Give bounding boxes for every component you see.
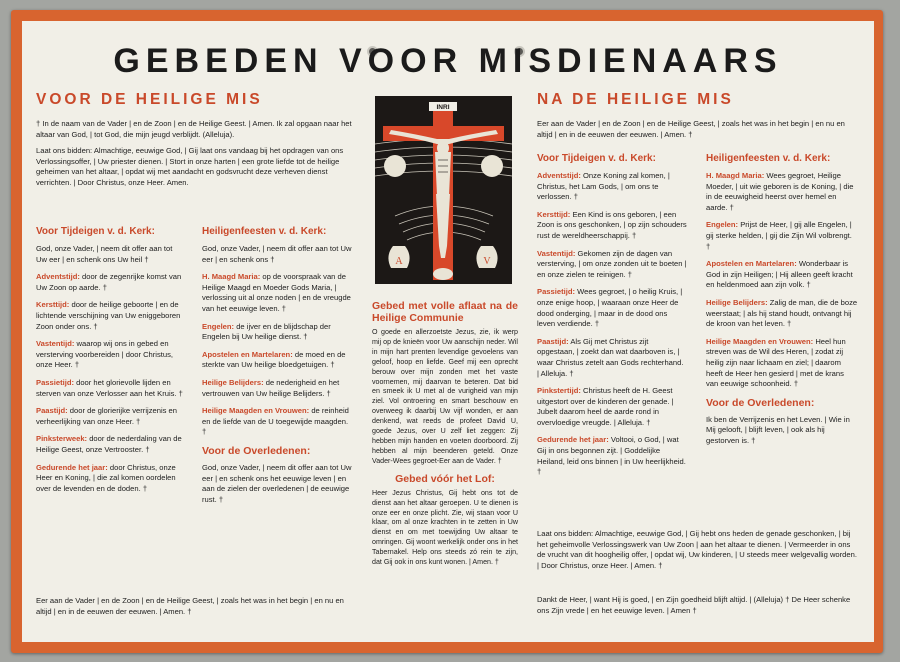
prayer-item <box>202 378 352 399</box>
prayer-item-text: de moed en de sterkte van Uw heilige bloedgetuigen. † <box>202 349 346 370</box>
right-intro: Eer aan de Vader | en de Zoon | en de Heilige Geest, | zoals het was in het begin | en nu en altijd | en in de eeuwen der eeuwen. | Amen. † <box>537 119 845 139</box>
prayer-item-text: door de nederdaling van de Heilige Geest, onze Vertrooster. † <box>36 434 182 454</box>
left-prayer: Laat ons bidden: Almachtige, eeuwige God, | Gij laat ons vandaag bij het opdragen van ons Verlossingsoffer, | Uw priester dienen. | Stort in onze harten | een grote liefde tot de heilige geheimen van het altaar, | opdat wij met aandacht en godsvrucht deze verheven dienst verrichten. | Door Christus, onze Heer. Amen. <box>36 146 344 187</box>
prayer-item-text: Zalig de man, die de boze weerstaat; | als hij stand houdt, ontvangt hij de kroon van het leven. † <box>706 297 858 329</box>
prayer-item <box>537 435 687 477</box>
prayer-item-text: de nederigheid en het vertrouwen van Uw heilige Belijders. † <box>202 377 340 398</box>
prayer-item-text: de ijver en de blijdschap der Engelen bij Uw heilige dienst. † <box>202 321 331 342</box>
prayer-item-label: Vastentijd: <box>36 339 75 349</box>
prayer-item <box>706 298 858 330</box>
page-title: GEBEDEN VOOR MISDIENAARS <box>113 42 783 80</box>
left-heiligen-list <box>202 244 352 438</box>
sun-icon <box>384 155 406 177</box>
prayer-item <box>706 171 858 213</box>
prayer-item-label: Paastijd: <box>537 336 569 346</box>
prayer-item-text: door Christus, onze Heer en Koning, | die zal komen oordelen over de levenden en de doden. † <box>36 462 176 493</box>
prayer-item-text: God, onze Vader, | neem dit offer aan tot Uw eer | en schenk ons Uw heil † <box>36 244 173 264</box>
prayer-item-label: Adventstijd: <box>537 171 581 180</box>
prayer-item-label: Vastentijd: <box>537 248 576 258</box>
lof-text: Heer Jezus Christus, Gij hebt ons tot de dienst aan het altaar geroepen. U te dienen is onze eer en onze plicht. Zie, wij staan voor U klaar, om al onze krachten in te zetten in Uw dienst en om met toewijding Uw altaar te omringen. Gij woont werkelijk onder ons in het Tabernakel. Help ons steeds zó rein te zijn, dat Gij ook in ons kunt wonen. | Amen. † <box>372 488 518 567</box>
moon-icon <box>481 155 503 177</box>
left-tijdeigen-heading: Voor Tijdeigen v. d. Kerk: <box>36 226 155 237</box>
left-overledenen-heading: Voor de Overledenen: <box>202 444 311 457</box>
right-overledenen-text: Ik ben de Verrijzenis en het Leven. | Wie in Mij gelooft, | blijft leven, | ook als hij gestorven is. † <box>706 414 850 445</box>
right-heiligen-column <box>706 151 858 446</box>
right-section-heading: NA DE HEILIGE MIS <box>537 91 734 108</box>
prayer-item-label: Apostelen en Martelaren: <box>706 259 797 269</box>
right-heiligen-heading: Heiligenfeesten v. d. Kerk: <box>706 153 831 164</box>
prayer-item <box>202 406 352 438</box>
right-tijdeigen-column <box>537 151 687 485</box>
prayer-item <box>706 259 858 291</box>
prayer-item <box>36 463 184 495</box>
prayer-item-label: Paastijd: <box>36 406 68 416</box>
alpha-letter: A <box>395 256 403 267</box>
prayer-item-text: God, onze Vader, | neem dit offer aan tot Uw eer | en schenk ons † <box>202 244 352 264</box>
prayer-item <box>202 350 352 371</box>
prayer-item <box>537 287 687 329</box>
prayer-item-label: Heilige Maagden en Vrouwen: <box>706 336 814 346</box>
prayer-item-text: door de glorierijke verrijzenis en verheerlijking van onze Heer. † <box>36 406 177 426</box>
prayer-item <box>36 434 184 455</box>
prayer-item <box>537 249 687 281</box>
prayer-item-text: Wees gegroet, Heilige Moeder, | uit wie geboren is de Koning, | die in de eeuwigheid heerst over hemel en aarde. † <box>706 171 854 212</box>
lof-heading: Gebed vóór het Lof: <box>395 472 495 485</box>
prayer-item <box>36 244 184 265</box>
crucifix-illustration <box>375 96 512 284</box>
prayer-item-text: Prijst de Heer, | gij alle Engelen, | gij sterke helden, | gij die Zijn Wil volbrengt. † <box>706 220 852 251</box>
left-tijdeigen-column <box>36 224 184 501</box>
left-closing: Eer aan de Vader | en de Zoon | en de Heilige Geest, | zoals het was in het begin | en nu en altijd | en in de eeuwen der eeuwen. | Amen. † <box>36 596 344 616</box>
right-tijdeigen-list <box>537 171 687 478</box>
prayer-item <box>537 337 687 379</box>
prayer-item <box>36 272 184 293</box>
prayer-item-label: Passietijd: <box>537 287 575 297</box>
left-overledenen-text: God, onze Vader, | neem dit offer aan tot Uw eer | en schenk ons het eeuwige leven | en aan de zielen der overledenen | de eeuwige rust. † <box>202 462 352 504</box>
prayer-item-text: door de zegenrijke komst van Uw Zoon op aarde. † <box>36 272 182 292</box>
right-closing: Dankt de Heer, | want Hij is goed, | en Zijn goedheid blijft altijd. | (Alleluja) † De Heer schenke ons Zijn vrede | en het eeuwige leven. | Amen † <box>537 595 851 615</box>
aflaat-heading: Gebed met volle aflaat na de Heilige Communie <box>372 300 518 324</box>
prayer-item-label: Heilige Maagden en Vrouwen: <box>202 406 310 416</box>
prayer-item-label: Gedurende het jaar: <box>36 462 108 472</box>
left-intro: † In de naam van de Vader | en de Zoon | en de Heilige Geest. | Amen. Ik zal opgaan naar het altaar van God, | tot God, die mijn jeugd verblijdt. (Alleluja). <box>36 119 352 139</box>
prayer-item-label: Kersttijd: <box>537 209 571 219</box>
prayer-item-text: op de voorspraak van de Heilige Maagd en Moeder Gods Maria, | verlossing uit al onze noden | en de vreugde van het eeuwige leven. † <box>202 272 351 313</box>
prayer-item-label: Apostelen en Martelaren: <box>202 349 293 359</box>
middle-column <box>372 298 518 574</box>
prayer-item-text: Wonderbaar is God in zijn Heiligen; | Hij alleen geeft kracht en heldenmoed aan zijn volk. † <box>706 259 853 290</box>
prayer-item <box>706 220 858 252</box>
left-section-heading: VOOR DE HEILIGE MIS <box>36 91 263 108</box>
prayer-item <box>706 337 858 390</box>
prayer-item-label: Pinksterweek: <box>36 434 88 444</box>
prayer-item-label: Pinkstertijd: <box>537 386 581 396</box>
aflaat-text: O goede en allerzoetste Jezus, zie, ik werp mij op de knieën voor Uw aanschijn neder. Wil in mijn hart prenten levendige gevoelens van geloof, hoop en liefde. Geef mij een oprecht berouw over mijn zonden met het vaste voornemen, mij daarvan te beteren. Dat bid en smeek ik U met al de vurigheid van mijn ziel. Vol ontroering en smart beschouw en overweeg ik daarbij Uw vijf wonden, er aan denkend, wat reeds de profeet David U, goede Jezus, over U zelf liet zeggen: Zij hebben mijn handen en voeten doorboord. Zij hebben al mijn beenderen geteld. Onze Vader-Wees gegroet-Eer aan de Vader. † <box>372 328 518 465</box>
prayer-item-text: de reinheid en de liefde van de U toegewijde maagden. † <box>202 406 349 437</box>
prayer-item-text: door het glorievolle lijden en sterven van onze Verlosser aan het Kruis. † <box>36 377 183 398</box>
prayer-item-text: Voltooi, o God, | wat Gij in ons begonnen zijt. | Goddelijke Heiland, leid ons binnen | in Uw heerlijkheid. † <box>537 435 686 477</box>
prayer-item-label: Gedurende het jaar: <box>537 435 609 445</box>
prayer-item-label: Passietijd: <box>36 377 74 387</box>
prayer-item-text: Als Gij met Christus zijt opgestaan, | zoekt dan wat daarboven is, | waar Christus zetelt aan Gods rechterhand. | Alleluja. † <box>537 336 684 378</box>
prayer-item-label: H. Maagd Maria: <box>706 171 765 180</box>
prayer-item-label: Engelen: <box>202 321 235 331</box>
prayer-item <box>202 244 352 265</box>
right-overledenen-heading: Voor de Overledenen: <box>706 396 815 409</box>
prayer-item <box>537 210 687 242</box>
prayer-item-text: Een Kind is ons geboren, | een Zoon is ons geschonken, | op zijn schouders rust de wereldheerschappij. † <box>537 209 687 240</box>
inri-label: INRI <box>436 104 450 111</box>
prayer-item-text: waarop wij ons in gebed en versterving voorbereiden | door Christus, onze Heer. † <box>36 339 174 370</box>
prayer-item-text: Heel hun streven was de Wil des Heren, | zodat zij heilig zijn naar lichaam en ziel; | daarom heeft de Heer hen gesierd | met de krans van eeuwige schoonheid. † <box>706 336 846 389</box>
right-tijdeigen-heading: Voor Tijdeigen v. d. Kerk: <box>537 153 656 164</box>
left-heiligen-column <box>202 224 352 505</box>
prayer-item-text: Gekomen zijn de dagen van versterving, | om onze zonden uit te boeten | en onze zielen te reinigen. † <box>537 248 687 279</box>
prayer-item <box>36 378 184 399</box>
prayer-item-text: door de heilige geboorte | en de lichtende verschijning van Uw eniggeboren Zoon onder ons. † <box>36 300 181 331</box>
prayer-item-text: Christus heeft de H. Geest uitgestort over de kinderen der genade. | Jubelt daarom heel de aarde rond in overvloedige vreugde. | Alleluja. † <box>537 386 674 427</box>
prayer-item-label: H. Maagd Maria: <box>202 272 261 282</box>
prayer-item <box>202 322 352 343</box>
right-heiligen-list <box>706 171 858 390</box>
prayer-item <box>537 171 687 203</box>
prayer-item <box>36 339 184 371</box>
omega-letter: V <box>483 256 491 267</box>
prayer-item <box>36 406 184 427</box>
prayer-item-label: Heilige Belijders: <box>706 297 768 307</box>
prayer-item-label: Kersttijd: <box>36 300 70 310</box>
prayer-item <box>537 386 687 428</box>
right-prayer: Laat ons bidden: Almachtige, eeuwige God, | Gij hebt ons heden de genade geschonken, | bij het geheimvolle Verlossingswerk van Uw Zoon | aan het altaar te dienen. | Vermeerder in ons de vrucht van dit hoogheilig offer, | opdat wij, Uw kinderen, | U steeds meer welgevallig worden. | Door Christus, onze Heer. | Amen. † <box>537 529 857 570</box>
left-tijdeigen-list <box>36 244 184 494</box>
prayer-item <box>36 300 184 332</box>
crucifix-art <box>375 96 512 284</box>
prayer-item-label: Adventstijd: <box>36 272 80 282</box>
left-heiligen-heading: Heiligenfeesten v. d. Kerk: <box>202 226 327 237</box>
prayer-item-text: Wees gegroet, | o heilig Kruis, | onze enige hoop, | waaraan onze Heer de dood onderging, | maar in de dood ons leven verdiende. † <box>537 287 683 329</box>
left-intro-block <box>36 119 352 195</box>
prayer-item-text: Onze Koning zal komen, | Christus, het Lam Gods, | om ons te verlossen. † <box>537 171 670 202</box>
prayer-item-label: Heilige Belijders: <box>202 377 264 387</box>
prayer-card <box>22 21 874 642</box>
prayer-item <box>202 272 352 314</box>
prayer-item-label: Engelen: <box>706 220 739 230</box>
